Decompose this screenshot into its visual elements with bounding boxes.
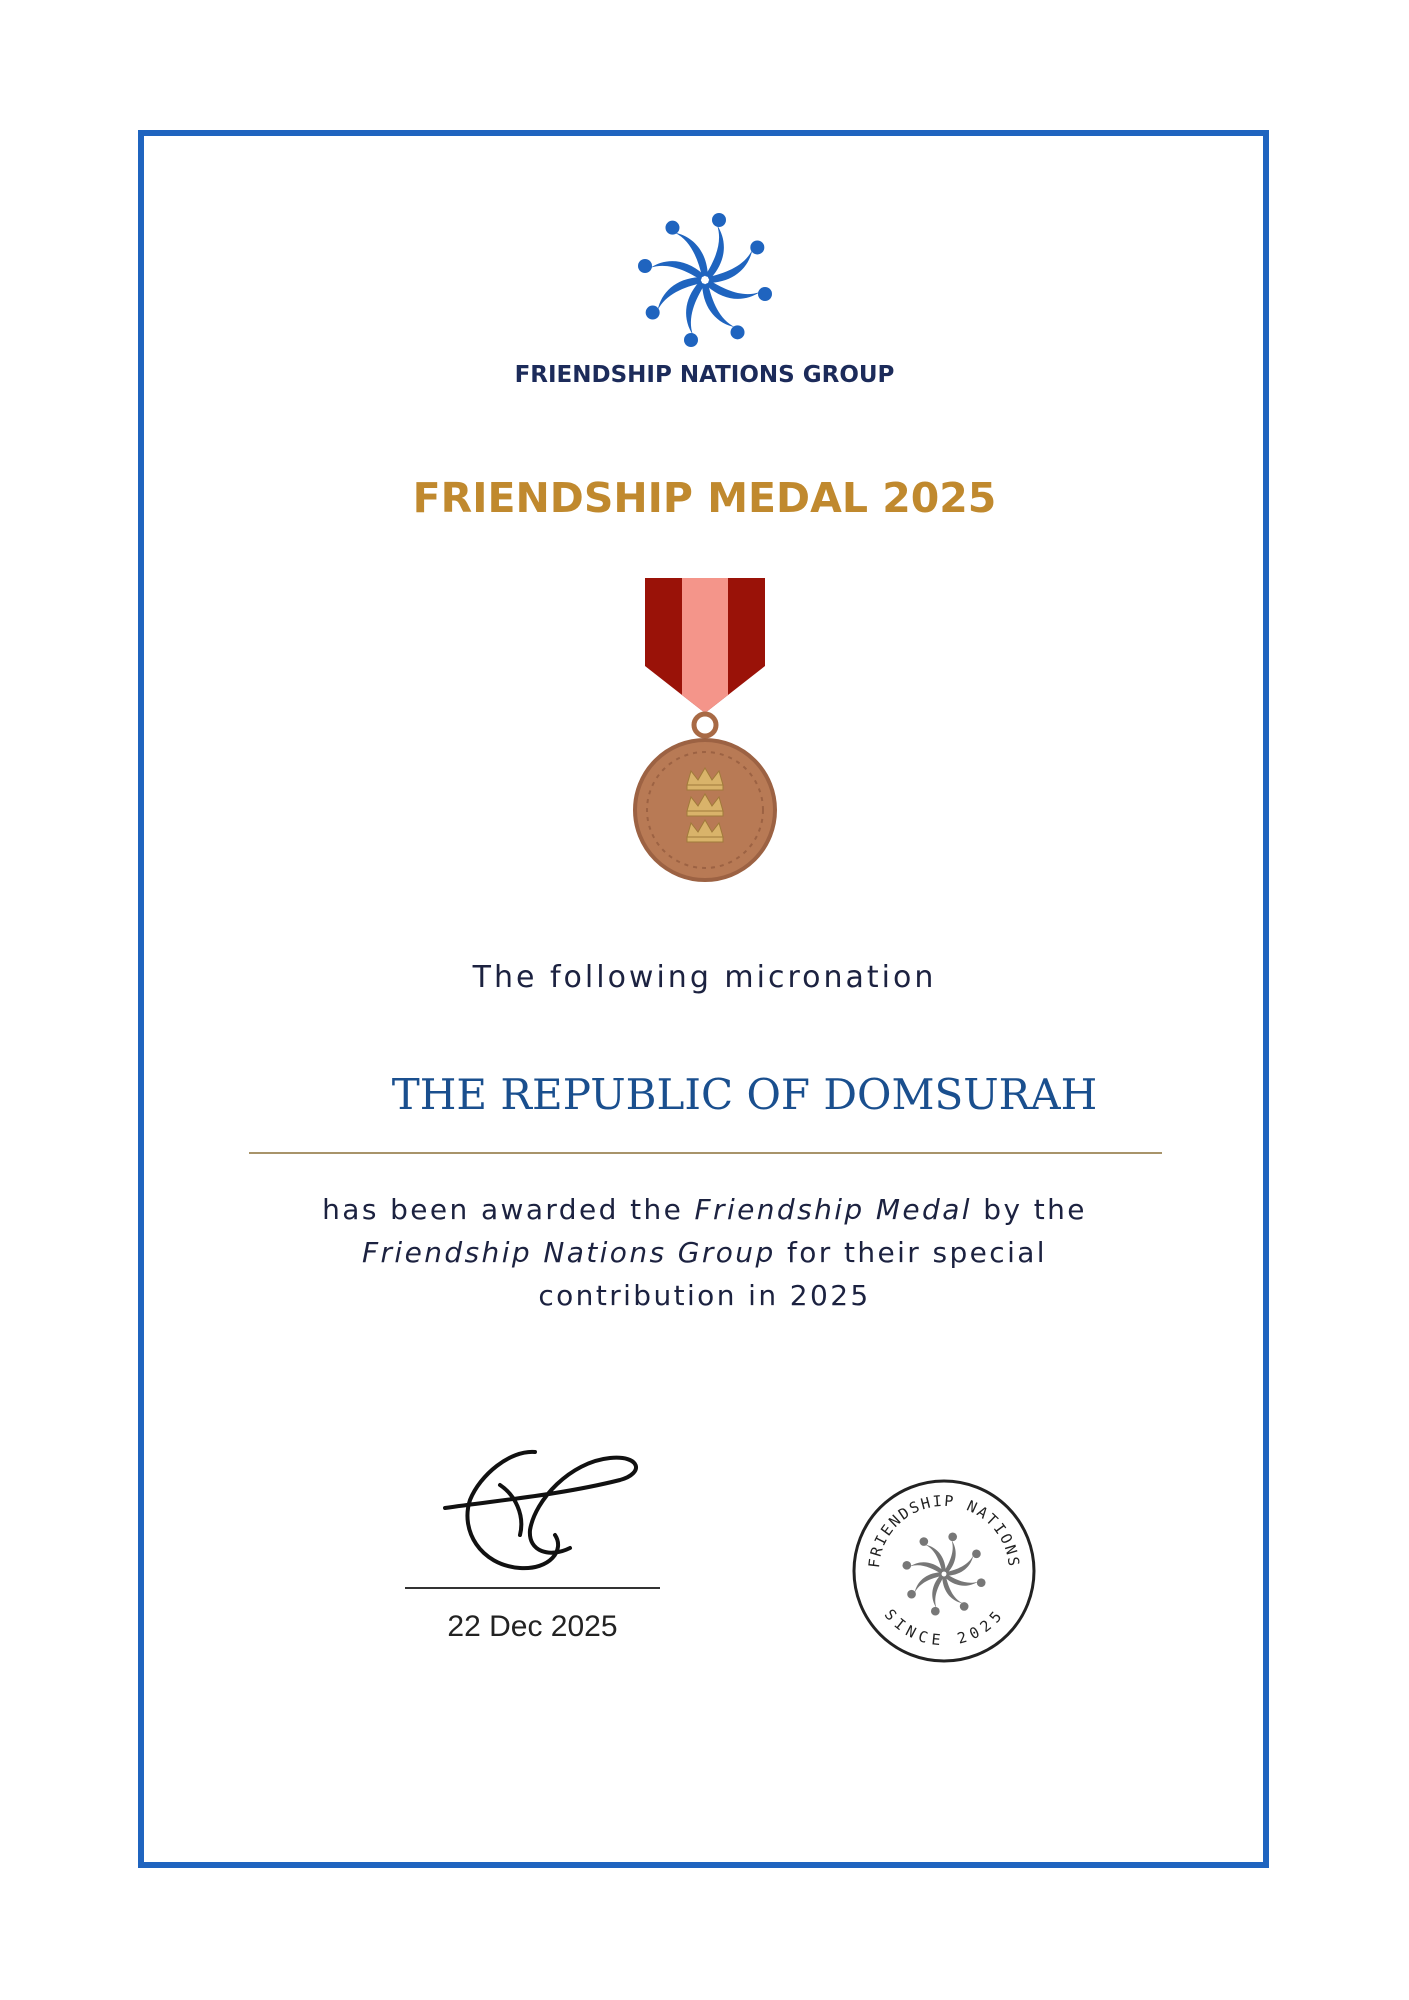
bronze-medal-icon	[630, 578, 780, 888]
award-description	[0, 1188, 1409, 1317]
group-name: Friendship Nations Group	[362, 1236, 776, 1269]
handwritten-signature	[440, 1440, 650, 1580]
pinwheel-people-logo-icon	[635, 210, 775, 350]
friendship-nations-seal	[851, 1478, 1037, 1664]
recipient-name: THE REPUBLIC OF DOMSURAH	[391, 1070, 1098, 1119]
certificate-border	[138, 130, 1269, 1868]
body-part2: by the	[971, 1193, 1087, 1226]
award-title: FRIENDSHIP MEDAL 2025	[412, 474, 997, 522]
body-part4: contribution in 2025	[538, 1279, 871, 1312]
body-part3: for their special	[775, 1236, 1047, 1269]
svg-text:FRIENDSHIP NATIONS: FRIENDSHIP NATIONS	[864, 1491, 1024, 1569]
medal-name: Friendship Medal	[694, 1193, 972, 1226]
signature-date: 22 Dec 2025	[447, 1610, 618, 1643]
recipient-underline	[249, 1152, 1162, 1154]
body-part1: has been awarded the	[322, 1193, 695, 1226]
svg-text:SINCE 2025: SINCE 2025	[880, 1605, 1008, 1650]
intro-text: The following micronation	[472, 960, 937, 995]
organization-name: FRIENDSHIP NATIONS GROUP	[514, 362, 895, 388]
signature-line	[405, 1587, 660, 1589]
